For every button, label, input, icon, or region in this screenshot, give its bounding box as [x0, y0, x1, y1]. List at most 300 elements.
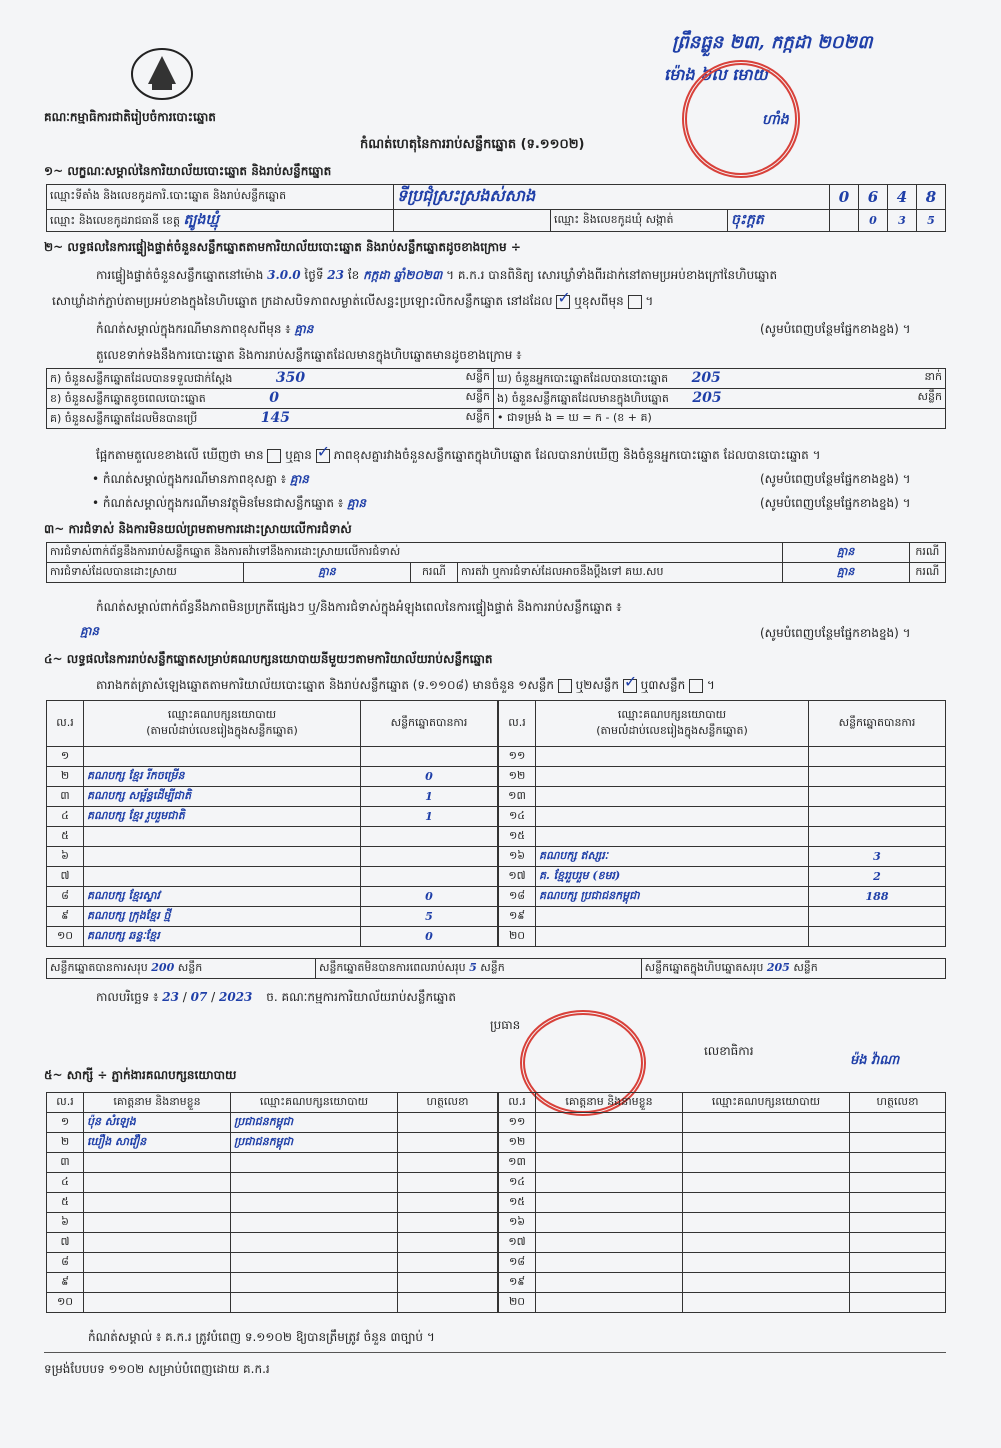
objection-row2-value: គ្មាន [244, 563, 411, 583]
verify-line2-text: សោឃ្លាំដាក់ភ្ជាប់តាមប្រអប់ខាងក្នុងនៃហិបឆ្នោត ក្រដាសបិទភាពសម្ងាត់លើសន្ទះប្រឡោះលិកសន្លឹកឆ្នោត នៅដដែល [52, 294, 553, 308]
witness-row [47, 1213, 498, 1233]
witness-name [536, 1113, 683, 1133]
result-row [47, 907, 498, 927]
witness-sign [850, 1213, 946, 1233]
objection-note-value: គ្មាន [80, 624, 100, 638]
row-ng [494, 389, 946, 409]
opt2-label: ឬ២សន្លឹក [575, 678, 620, 692]
total-valid [47, 959, 316, 979]
witness-sign [398, 1113, 498, 1133]
result-row [499, 887, 946, 907]
witness-col-party: ឈ្មោះគណបក្សនយោបាយ [231, 1093, 398, 1113]
office-code-3: 4 [888, 185, 917, 210]
witness-row [47, 1173, 498, 1193]
witness-row [499, 1213, 946, 1233]
result-party [536, 907, 809, 927]
secretary-label: លេខាធិការ [704, 1044, 754, 1058]
witness-table-left [46, 1092, 498, 1313]
result-party [84, 847, 361, 867]
witness-sign [850, 1233, 946, 1253]
witness-party [683, 1113, 850, 1133]
witness-row [47, 1293, 498, 1313]
witness-party [683, 1133, 850, 1153]
counts-intro: តួលេខទាក់ទងនឹងការបោះឆ្នោត និងការរាប់សន្លឹកឆ្នោតដែលមានក្នុងហិបឆ្នោតមានដូចខាងក្រោម ៖ [96, 348, 522, 362]
section3-title: ៣~ ការជំទាស់ និងការមិនយល់ព្រមតាមការដោះស្រាយលើការជំទាស់ [44, 522, 352, 536]
row-a [47, 369, 494, 389]
witness-col-sign: ហត្ថលេខា [398, 1093, 498, 1113]
witness-no: ៩ [47, 1273, 84, 1293]
result-row [47, 787, 498, 807]
result-no: ១៩ [499, 907, 536, 927]
result-party [536, 787, 809, 807]
witness-name [536, 1133, 683, 1153]
verify-line-1 [96, 268, 777, 282]
result-party [536, 767, 809, 787]
obj-note-suffix: (សូមបំពេញបន្ថែមផ្នែកខាងខ្នង) ។ [760, 496, 911, 510]
witness-name: ប៉ុន សំឡេង [84, 1113, 231, 1133]
row-k [47, 409, 494, 429]
result-no: ១៦ [499, 847, 536, 867]
witness-row [47, 1253, 498, 1273]
witness-no: ១២ [499, 1133, 536, 1153]
witness-row [499, 1193, 946, 1213]
totals-table [46, 958, 946, 979]
note-line-1 [96, 322, 313, 336]
results-right-body [499, 747, 946, 947]
total-valid-unit: សន្លឹក [177, 960, 203, 974]
note-value-1: គ្មាន [294, 322, 314, 336]
objection-row2-unit2: ករណី [909, 563, 945, 583]
result-party [536, 827, 809, 847]
witness-name [536, 1173, 683, 1193]
witness-sign [850, 1273, 946, 1293]
footer-form-line: ទម្រង់បែបបទ ១១០២ សម្រាប់បំពេញដោយ គ.ក.រ [44, 1362, 270, 1376]
witness-sign [398, 1153, 498, 1173]
date-day: 23 [162, 990, 179, 1004]
result-no: ៨ [47, 887, 84, 907]
witness-row [47, 1233, 498, 1253]
opt3-label: ឬ៣សន្លឹក [640, 678, 686, 692]
witness-col-party-right: ឈ្មោះគណបក្សនយោបាយ [683, 1093, 850, 1113]
counts-table [46, 368, 946, 429]
objection-row1-label: ការជំទាស់ពាក់ព័ន្ធនឹងការរាប់សន្លឹកឆ្នោត និងការតវ៉ាទៅនឹងការដោះស្រាយលើការជំទាស់ [47, 543, 783, 563]
date-year: 2023 [219, 990, 253, 1004]
witness-name [84, 1233, 231, 1253]
result-party: គណបក្ស ខ្មែរ​ស្ទាវ [84, 887, 361, 907]
witness-row [499, 1133, 946, 1153]
chair-label: ប្រធាន [490, 1018, 521, 1032]
result-no: ១១ [499, 747, 536, 767]
different-checkbox[interactable] [628, 295, 642, 309]
date-line: កាលបរិច្ឆេទ ៖ 23 / 07 / 2023 ច. គណៈកម្មការការិយាល័យរាប់សន្លឹកឆ្នោត [96, 990, 456, 1004]
witness-no: ២០ [499, 1293, 536, 1313]
witness-no: ៦ [47, 1213, 84, 1233]
result-no: ១៨ [499, 887, 536, 907]
result-party: គណបក្ស ឥស្សរៈ [536, 847, 809, 867]
witness-sign [850, 1133, 946, 1153]
results-table-right [498, 700, 946, 947]
annotation-top: ព្រឹនធ្លួន ២៣, កក្កដា ២០២៣ [672, 32, 873, 53]
same-checkbox[interactable] [556, 295, 570, 309]
witness-sign [398, 1293, 498, 1313]
row-k-unit: សន្លឹក [465, 409, 490, 423]
witness-sign [398, 1253, 498, 1273]
witness-no: ១៦ [499, 1213, 536, 1233]
result-votes [361, 827, 498, 847]
witness-name [536, 1273, 683, 1293]
result-no: ២ [47, 767, 84, 787]
witness-name [536, 1233, 683, 1253]
witness-row [499, 1233, 946, 1253]
result-row [47, 807, 498, 827]
witness-no: ១១ [499, 1113, 536, 1133]
row-g-value: 205 [691, 369, 721, 386]
objection-table [46, 542, 946, 583]
result-no: ៣ [47, 787, 84, 807]
row-g-label: ឃ) ចំនួនអ្នកបោះឆ្នោតដែលបានបោះឆ្នោត [497, 371, 669, 385]
compare-opt1: ឬគ្មាន [285, 448, 312, 462]
witness-row [47, 1193, 498, 1213]
verify-line-2: សោឃ្លាំដាក់ភ្ជាប់តាមប្រអប់ខាងក្នុងនៃហិបឆ្នោត ក្រដាសបិទភាពសម្ងាត់លើសន្ទះប្រឡោះលិកសន្លឹកឆ្នោត នៅដដែល ✓ ឬខុសពីមុន ។ [52, 294, 653, 309]
result-party [536, 807, 809, 827]
witness-party [683, 1233, 850, 1253]
result-row [499, 867, 946, 887]
obj-note-value: គ្មាន [346, 496, 367, 510]
row-a-label: ក) ចំនួនសន្លឹកឆ្នោតដែលបានទទួលជាក់ស្តែង [50, 371, 233, 385]
col-no-left: ល.រ [47, 701, 84, 747]
diff-note-value: គ្មាន [289, 472, 309, 486]
commune-code-1 [830, 210, 859, 232]
result-votes: 0 [361, 887, 498, 907]
result-votes: 1 [361, 807, 498, 827]
result-votes: 5 [361, 907, 498, 927]
col-votes-right: សន្លឹកឆ្នោតបានការ [809, 701, 946, 747]
sheets-3-checkbox[interactable] [689, 679, 703, 693]
result-row [499, 827, 946, 847]
col-party-right-sub: (តាមលំដាប់លេខរៀងក្នុងសន្លឹកឆ្នោត) [596, 723, 748, 737]
row-kh [47, 389, 494, 409]
row-ng-value: 205 [692, 389, 722, 406]
witness-party [231, 1273, 398, 1293]
result-row [499, 927, 946, 947]
witness-party [683, 1213, 850, 1233]
section4-title: ៤~ លទ្ធផលនៃការរាប់សន្លឹកឆ្នោតសម្រាប់គណបក្សនយោបាយនីមួយៗតាមការិយាល័យរាប់សន្លឹកឆ្នោត [44, 652, 493, 666]
witness-no: ១៤ [499, 1173, 536, 1193]
witness-sign [850, 1293, 946, 1313]
result-votes [809, 907, 946, 927]
row-g-unit: នាក់ [924, 369, 942, 383]
witness-no: ៧ [47, 1233, 84, 1253]
result-row [499, 907, 946, 927]
spacer-cell [394, 210, 551, 232]
result-row [47, 927, 498, 947]
witness-row [499, 1273, 946, 1293]
diff-note-label: • កំណត់សម្គាល់ក្នុងករណីមានភាពខុសគ្នា ៖ [92, 472, 287, 486]
witness-party [231, 1193, 398, 1213]
col-party-right [536, 701, 809, 747]
result-no: ១ [47, 747, 84, 767]
objection-row1-value: គ្មាន [782, 543, 909, 563]
result-no: ១២ [499, 767, 536, 787]
result-party [536, 927, 809, 947]
result-votes [809, 787, 946, 807]
verify-month: កក្កដា ឆ្នាំ២០២៣ [363, 268, 443, 282]
objection-row2-value2: គ្មាន [782, 563, 909, 583]
witness-party [683, 1153, 850, 1173]
compare-line [96, 448, 821, 463]
result-votes [809, 747, 946, 767]
witness-party: ប្រជាជនកម្ពុជា [231, 1113, 398, 1133]
result-party: គណបក្ស ឆន្ទៈខ្មែរ [84, 927, 361, 947]
result-row [47, 747, 498, 767]
witness-sign [398, 1233, 498, 1253]
secretary-name: ម៉ង វ៉ាណា [850, 1053, 900, 1068]
result-party: គណបក្ស ខ្មែរ រួបរួមជាតិ [84, 807, 361, 827]
total-invalid-unit: សន្លឹក [480, 960, 505, 974]
row-kh-unit: សន្លឹក [465, 389, 490, 403]
footer-note: កំណត់សម្គាល់ ៖ គ.ក.រ ត្រូវបំពេញ ទ.១១០២ ឱ្យបានត្រឹមត្រូវ ចំនួន ៣ច្បាប់ ។ [88, 1330, 435, 1344]
commune-code-2: 0 [859, 210, 888, 232]
witness-party [231, 1213, 398, 1233]
col-party-right-text: ឈ្មោះគណបក្សនយោបាយ [617, 707, 727, 721]
witness-sign [398, 1193, 498, 1213]
witness-name [536, 1253, 683, 1273]
result-no: ១៤ [499, 807, 536, 827]
sign-label: ច. គណៈកម្មការការិយាល័យរាប់សន្លឹកឆ្នោត [266, 990, 456, 1004]
row-formula: • ជាទម្រង់ ង = ឃ = ក - (ខ + គ) [494, 409, 946, 429]
witness-row [47, 1133, 498, 1153]
results-table-left [46, 700, 498, 947]
compare-text: ផ្អែកតាមតួលេខខាងលើ ឃើញថា មាន [96, 448, 264, 462]
total-box [641, 959, 945, 979]
witness-name [536, 1193, 683, 1213]
verify-text-2: ថ្ងៃទី [304, 268, 324, 282]
witness-name [536, 1293, 683, 1313]
witness-sign [398, 1133, 498, 1153]
witness-no: ២ [47, 1133, 84, 1153]
result-votes [809, 767, 946, 787]
witness-no: ៨ [47, 1253, 84, 1273]
witness-row [499, 1173, 946, 1193]
witness-sign [850, 1153, 946, 1173]
witness-no: ៣ [47, 1153, 84, 1173]
total-box-unit: សន្លឹក [793, 960, 818, 974]
objection-note-label: កំណត់សម្គាល់ពាក់ព័ន្ធនឹងភាពមិនប្រក្រតីផ្សេងៗ ឬ/និងការជំទាស់ក្នុងអំឡុងពេលនៃការផ្ទៀងផ្ទាត់ និងការរាប់សន្លឹកឆ្នោត ៖ [96, 600, 622, 614]
witness-no: ១៣ [499, 1153, 536, 1173]
verify-text-1: ការផ្ទៀងផ្ទាត់ចំនួនសន្លឹកឆ្នោតនៅម៉ោង [96, 268, 264, 282]
witness-sign [850, 1113, 946, 1133]
witness-name [84, 1273, 231, 1293]
result-votes: 188 [809, 887, 946, 907]
witness-no: ១៨ [499, 1253, 536, 1273]
section2-title: ២~ លទ្ធផលនៃការផ្ទៀងផ្ទាត់ចំនួនសន្លឹកឆ្នោតតាមការិយាល័យបោះឆ្នោត និងរាប់សន្លឹកឆ្នោតដូចខាងក្រោម ÷ [44, 240, 521, 254]
witness-name [84, 1153, 231, 1173]
witness-no: ១ [47, 1113, 84, 1133]
witness-no: ១៥ [499, 1193, 536, 1213]
col-no-right: ល.រ [499, 701, 536, 747]
result-no: ១៣ [499, 787, 536, 807]
result-row [499, 747, 946, 767]
tally-sheets-line: តារាងកត់ត្រាសំឡេងឆ្នោតតាមការិយាល័យបោះឆ្នោត និងរាប់សន្លឹកឆ្នោត (ទ.១១០៨) មានចំនួន ១សន្លឹក ឬ២សន្លឹក ✓ ឬ៣សន្លឹក ។ [96, 678, 715, 693]
witness-row [499, 1153, 946, 1173]
witness-sign [850, 1173, 946, 1193]
row-g [494, 369, 946, 389]
verify-day: 23 [327, 268, 344, 282]
witness-party [683, 1273, 850, 1293]
result-party [536, 747, 809, 767]
obj-note-line [92, 496, 366, 510]
total-box-value: 205 [766, 960, 790, 974]
witness-name [84, 1213, 231, 1233]
annotation-line2: ម៉ោង ៦ល​ មោយ [664, 65, 768, 84]
result-row [499, 807, 946, 827]
result-votes: 3 [809, 847, 946, 867]
witness-table-right [498, 1092, 946, 1313]
witness-no: ១០ [47, 1293, 84, 1313]
result-row [47, 887, 498, 907]
total-box-label: សន្លឹកឆ្នោតក្នុងហិបឆ្នោតសរុប [644, 960, 764, 974]
witness-party [231, 1233, 398, 1253]
diff-note-suffix: (សូមបំពេញបន្ថែមផ្នែកខាងខ្នង) ។ [760, 472, 911, 486]
obj-note-label: • កំណត់សម្គាល់ក្នុងករណីមានវត្ថុមិនមែនជាសន្លឹកឆ្នោត ៖ [92, 496, 344, 510]
office-value: ទីប្រជុំស្រះស្រងស់សាង [394, 185, 830, 210]
sheets-2-checkbox[interactable] [623, 679, 637, 693]
result-votes [809, 807, 946, 827]
witness-no: ១៩ [499, 1273, 536, 1293]
witness-row [47, 1273, 498, 1293]
diff-note-line [92, 472, 309, 486]
result-no: ២០ [499, 927, 536, 947]
commune-code-4: 5 [917, 210, 946, 232]
result-party: គណបក្ស សម្ព័ន្ធដើម្បីជាតិ [84, 787, 361, 807]
result-party [84, 747, 361, 767]
total-invalid-label: សន្លឹកឆ្នោតមិនបានការពេលរាប់សរុប [318, 960, 466, 974]
result-no: ៧ [47, 867, 84, 887]
row-k-value: 145 [260, 409, 290, 426]
witness-name [536, 1153, 683, 1173]
row-kh-label: ខ) ចំនួនសន្លឹកឆ្នោតខូចពេលបោះឆ្នោត [50, 391, 206, 405]
result-no: ១០ [47, 927, 84, 947]
tally-intro: តារាងកត់ត្រាសំឡេងឆ្នោតតាមការិយាល័យបោះឆ្នោត និងរាប់សន្លឹកឆ្នោត (ទ.១១០៨) មានចំនួន ១សន្លឹក [96, 678, 554, 692]
note-suffix-1: (សូមបំពេញបន្ថែមផ្នែកខាងខ្នង) ។ [760, 322, 911, 336]
witness-party [231, 1253, 398, 1273]
witness-right-body [499, 1113, 946, 1313]
office-code-2: 6 [859, 185, 888, 210]
result-votes [809, 827, 946, 847]
witness-name [84, 1173, 231, 1193]
witness-no: ៤ [47, 1173, 84, 1193]
witness-no: ៥ [47, 1193, 84, 1213]
note-label-1: កំណត់សម្គាល់ក្នុងករណីមានភាពខុសពីមុន ៖ [96, 322, 291, 336]
date-month: 07 [190, 990, 208, 1004]
commune-value: ចុះក្តត [728, 210, 830, 232]
witness-name [536, 1213, 683, 1233]
witness-party [683, 1173, 850, 1193]
witness-party [231, 1153, 398, 1173]
col-party-left [84, 701, 361, 747]
form-title: កំណត់ហេតុនៃការរាប់សន្លឹកឆ្នោត (ទ.១១០២) [360, 137, 585, 152]
witness-name [84, 1293, 231, 1313]
row-ng-label: ង) ចំនួនសន្លឹកឆ្នោតដែលមានក្នុងហិបឆ្នោត [497, 391, 669, 405]
result-row [499, 787, 946, 807]
result-row [47, 767, 498, 787]
has-diff-checkbox[interactable] [267, 449, 281, 463]
witness-no: ១៧ [499, 1233, 536, 1253]
total-valid-label: សន្លឹកឆ្នោតបានការសរុប [50, 960, 148, 974]
verify-text-3: ខែ [347, 268, 360, 282]
objection-row2-label: ការជំទាស់ដែលបានដោះស្រាយ [47, 563, 244, 583]
result-party [84, 867, 361, 887]
result-no: ៤ [47, 807, 84, 827]
result-row [47, 867, 498, 887]
witness-row [499, 1113, 946, 1133]
result-row [47, 827, 498, 847]
verify-time: 3.0.0 [267, 268, 301, 282]
sheets-1-checkbox[interactable] [558, 679, 572, 693]
witness-row [47, 1153, 498, 1173]
witness-party [231, 1173, 398, 1193]
result-votes: 0 [361, 927, 498, 947]
commission-name: គណៈកម្មាធិការជាតិរៀបចំការបោះឆ្នោត [44, 110, 216, 124]
section1-table [46, 184, 946, 232]
result-votes [361, 867, 498, 887]
witness-sign [398, 1273, 498, 1293]
result-votes: 1 [361, 787, 498, 807]
official-stamp-top [682, 60, 800, 178]
result-votes: 2 [809, 867, 946, 887]
witness-party: ប្រជាជនកម្ពុជា [231, 1133, 398, 1153]
province-value: ត្បូងឃ្មុំ [183, 212, 219, 228]
witness-sign [850, 1193, 946, 1213]
witness-col-sign-right: ហត្ថលេខា [850, 1093, 946, 1113]
result-no: ៥ [47, 827, 84, 847]
row-a-value: 350 [275, 369, 306, 386]
office-code-4: 8 [917, 185, 946, 210]
row-kh-value: 0 [269, 389, 280, 406]
total-valid-value: 200 [151, 960, 175, 974]
objection-row2-unit: ករណី [411, 563, 458, 583]
objection-note-suffix: (សូមបំពេញបន្ថែមផ្នែកខាងខ្នង) ។ [760, 626, 911, 640]
office-code-1: 0 [830, 185, 859, 210]
witness-col-no-right: ល.រ [499, 1093, 536, 1113]
col-votes-left: សន្លឹកឆ្នោតបានការ [361, 701, 498, 747]
row-a-unit: សន្លឹក [465, 369, 490, 383]
result-row [47, 847, 498, 867]
section1-title: ១~ លក្ខណៈសម្គាល់នៃការិយាល័យបោះឆ្នោត និងរាប់សន្លឹកឆ្នោត [44, 164, 332, 178]
row-k-label: គ) ចំនួនសន្លឹកឆ្នោតដែលមិនបានប្រើ [50, 411, 198, 425]
result-party: គណបក្ស ប្រជាជនកម្ពុជា [536, 887, 809, 907]
witness-row [499, 1253, 946, 1273]
witness-party [683, 1193, 850, 1213]
result-row [499, 767, 946, 787]
col-party-left-sub: (តាមលំដាប់លេខរៀងក្នុងសន្លឹកឆ្នោត) [146, 723, 298, 737]
witness-row [47, 1113, 498, 1133]
witness-sign [398, 1173, 498, 1193]
witness-sign [398, 1213, 498, 1233]
witness-name [84, 1193, 231, 1213]
witness-row [499, 1293, 946, 1313]
witness-name [84, 1253, 231, 1273]
col-party-left-text: ឈ្មោះគណបក្សនយោបាយ [167, 707, 277, 721]
witness-party [683, 1293, 850, 1313]
result-no: ១៥ [499, 827, 536, 847]
witness-party [683, 1253, 850, 1273]
province-label-text: ឈ្មោះ និងលេខកូដរាជធានី ខេត្ត [50, 214, 180, 227]
result-party: គ. ខ្មែររួបរួម (ខមរ) [536, 867, 809, 887]
result-party: គណបក្ស ក្រុងខ្មែរ ថ្មី [84, 907, 361, 927]
result-votes [361, 847, 498, 867]
no-diff-checkbox[interactable] [316, 449, 330, 463]
